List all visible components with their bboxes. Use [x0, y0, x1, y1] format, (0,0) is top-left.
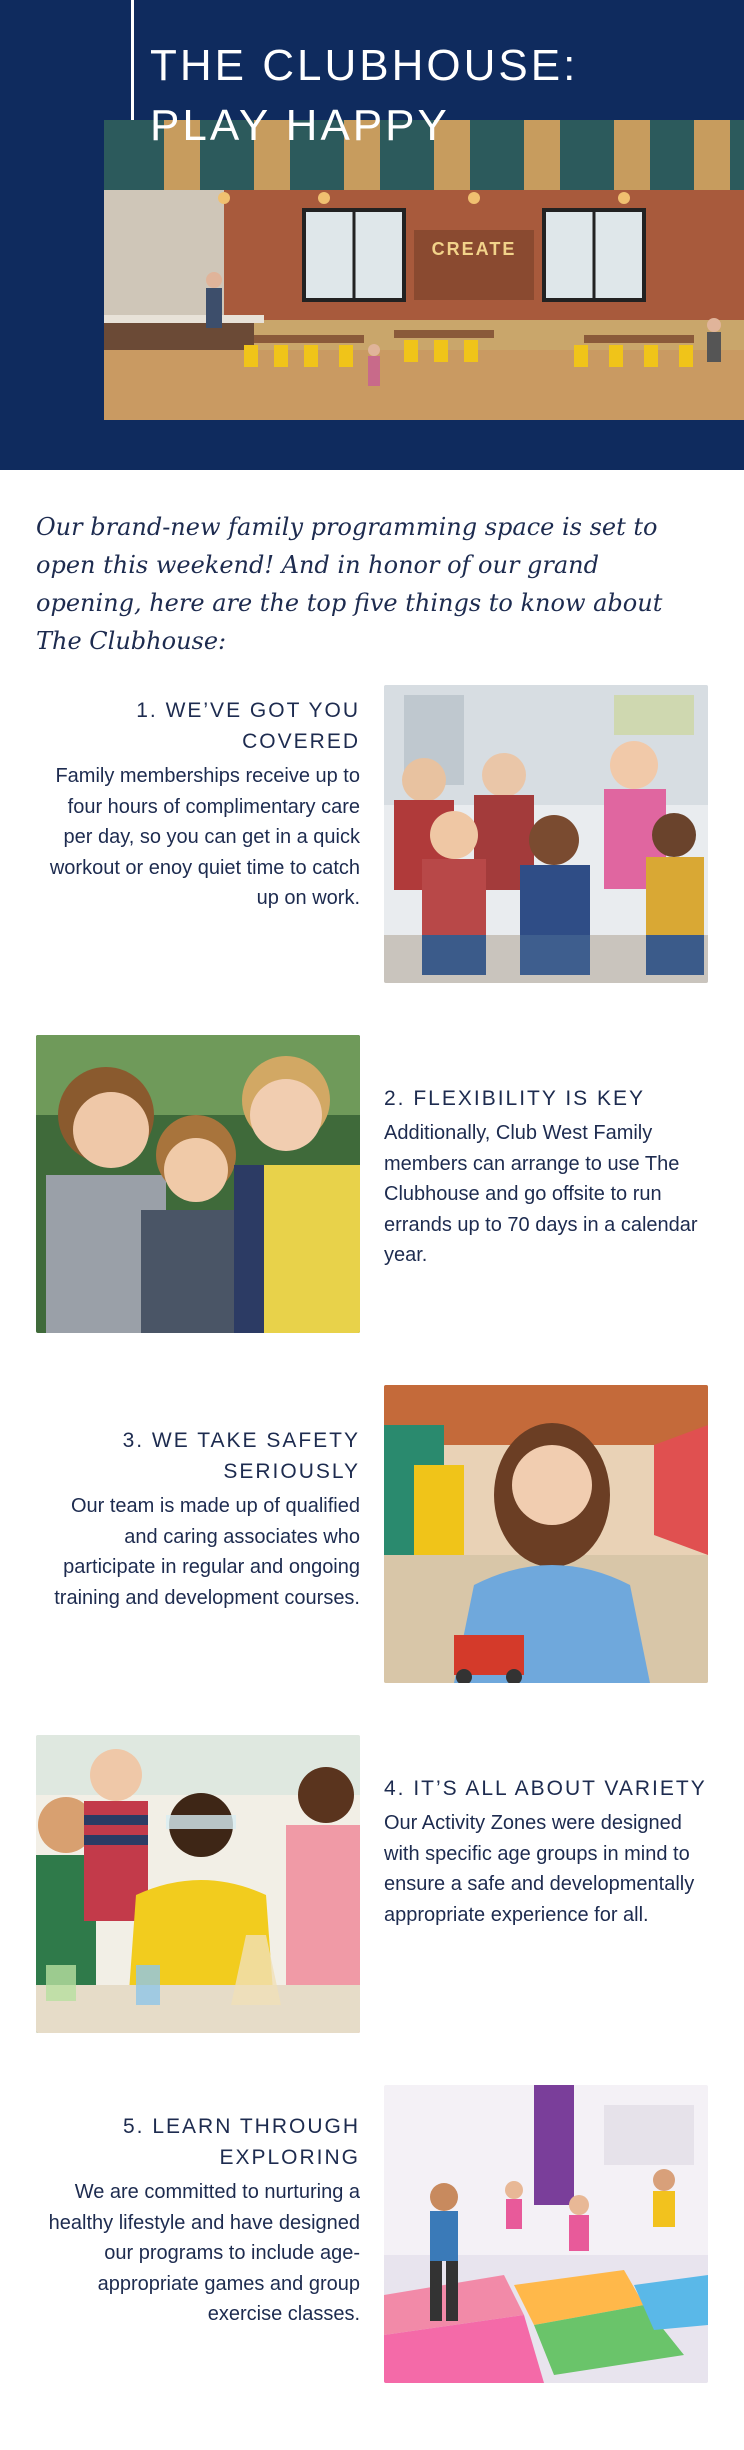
section-1-body: Family memberships receive up to four hours of complimentary care per day, so you can get in a quick workout or enoy quiet time to catch up on work. — [49, 765, 360, 909]
section-safety — [0, 1385, 744, 1735]
three-boys-photo — [36, 1035, 360, 1333]
hero-create-sign: CREATE — [431, 239, 517, 259]
section-4-title: 4. IT’S ALL ABOUT VARIETY — [384, 1777, 707, 1800]
kids-clapping-photo — [384, 685, 708, 983]
section-exploring — [0, 2085, 744, 2435]
header-banner — [0, 0, 744, 470]
section-covered — [0, 685, 744, 1035]
section-3-body: Our team is made up of qualified and caring associates who participate in regular and ongoing training and development courses. — [54, 1495, 360, 1609]
title-line-1: THE CLUBHOUSE: — [150, 41, 579, 90]
kids-exercise-photo — [384, 2085, 708, 2383]
section-3-title: 3. WE TAKE SAFETY SERIOUSLY — [122, 1429, 360, 1483]
intro — [0, 470, 744, 685]
section-5-text — [36, 2111, 360, 2330]
intro-text: Our brand-new family programming space is set to open this weekend! And in honor of our grand opening, here are the top five things to know about The Clubhouse: — [36, 513, 663, 655]
caregiver-photo — [384, 1385, 708, 1683]
section-5-body: We are committed to nurturing a healthy lifestyle and have designed our programs to include age-appropriate games and group exercise classes. — [48, 2181, 360, 2325]
section-flexibility — [0, 1035, 744, 1385]
hero-clubhouse-image — [104, 120, 744, 420]
section-4-text — [384, 1773, 714, 1930]
section-1-title: 1. WE’VE GOT YOU COVERED — [136, 699, 360, 753]
section-variety — [0, 1735, 744, 2085]
page-title — [150, 36, 578, 156]
title-line-2: PLAY HAPPY — [150, 101, 450, 150]
section-2-text — [384, 1083, 714, 1271]
section-1-text — [36, 695, 360, 914]
section-2-title: 2. FLEXIBILITY IS KEY — [384, 1087, 646, 1110]
section-4-body: Our Activity Zones were designed with specific age groups in mind to ensure a safe and developmentally appropriate experience for all. — [384, 1812, 695, 1926]
kids-science-photo — [36, 1735, 360, 2033]
section-3-text — [36, 1425, 360, 1613]
section-5-title: 5. LEARN THROUGH EXPLORING — [123, 2115, 360, 2169]
section-2-body: Additionally, Club West Family members can arrange to use The Clubhouse and go offsite to run errands up to 70 days in a calendar year. — [384, 1122, 698, 1266]
